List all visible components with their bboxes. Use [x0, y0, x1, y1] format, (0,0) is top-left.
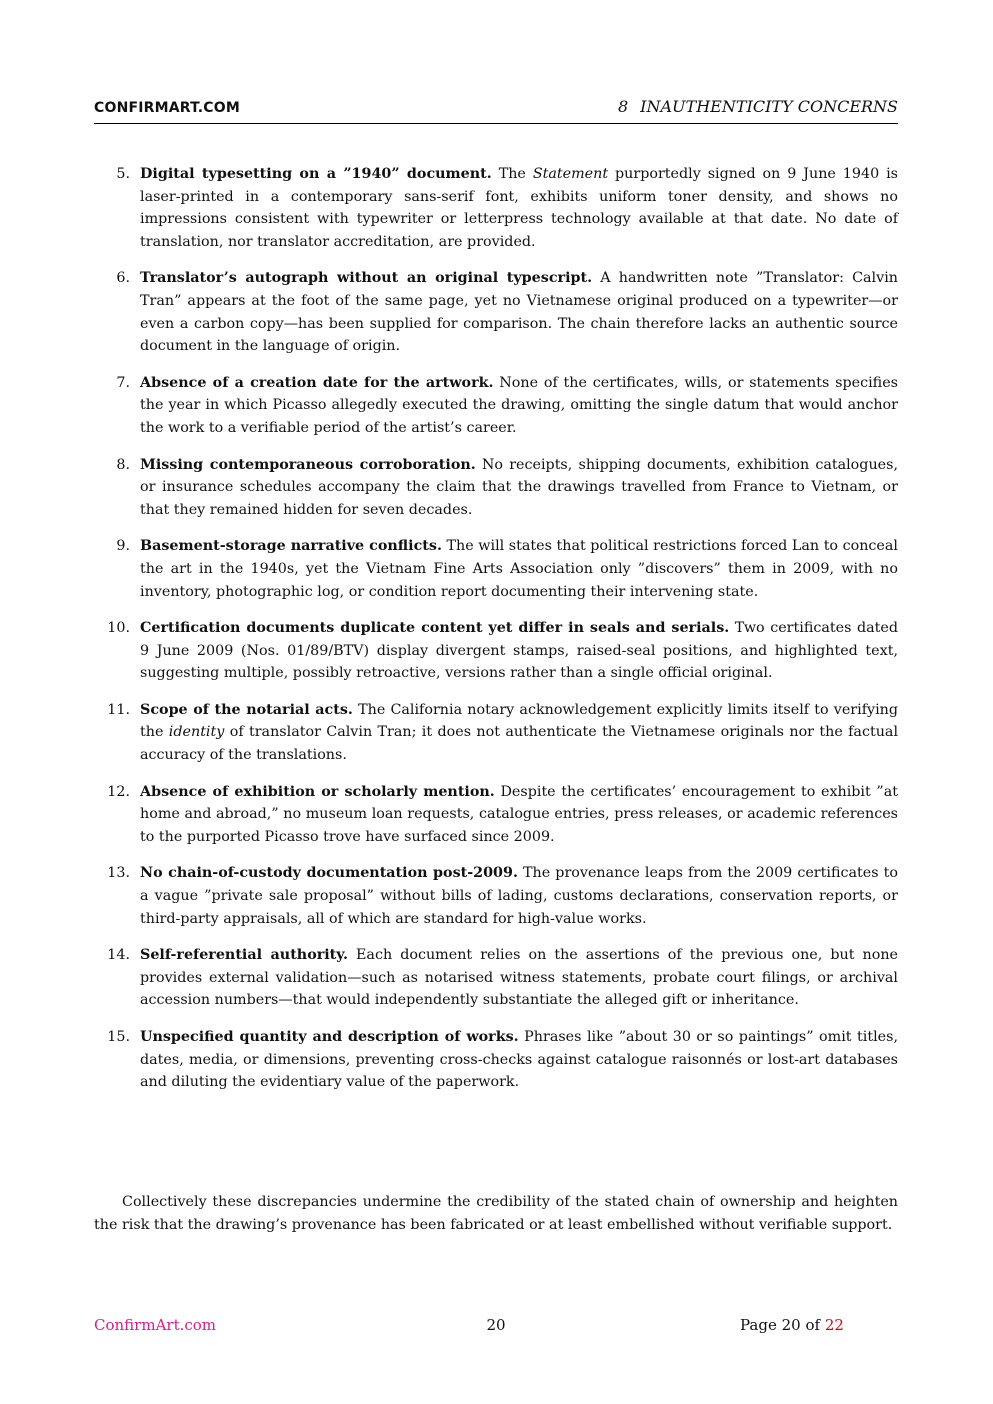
- item-number: 10.: [107, 620, 130, 637]
- footer-site-link[interactable]: ConfirmArt.com: [94, 1316, 217, 1334]
- list-item: [94, 372, 898, 440]
- item-heading: Unspecified quantity and description of works.: [140, 1029, 519, 1045]
- section-heading: [618, 97, 898, 117]
- item-number: 7.: [116, 374, 130, 391]
- item-heading: Missing contemporaneous corroboration.: [140, 456, 476, 473]
- list-item: [94, 1026, 898, 1094]
- item-number: 6.: [116, 270, 130, 287]
- item-text: Despite the certificates’ encouragement to exhibit ”at home and abroad,” no museum loan requests, catalogue entries, press releases, or academic references to the purported Picasso trove have surfaced since 2009.: [140, 783, 899, 845]
- item-number: 15.: [107, 1029, 130, 1045]
- item-number: 13.: [107, 865, 130, 882]
- footer-page-indicator: [740, 1316, 844, 1334]
- item-text: The provenance leaps from the 2009 certificates to a vague ”private sale proposal” without bills of lading, customs declarations, conservation reports, or third-party appraisals, all of which are standard for high-value works.: [140, 865, 898, 927]
- item-text: Each document relies on the assertions of the previous one, but none provides external validation—such as notarised witness statements, probate court filings, or archival accession numbers—that would independently substantiate the alleged gift or inheritance.: [140, 947, 898, 1009]
- item-text: Two certificates dated 9 June 2009 (Nos. 01/89/BTV) display divergent stamps, raised-seal positions, and highlighted text, suggesting multiple, possibly retroactive, versions rather than a single official original.: [140, 620, 899, 682]
- item-emphasis: Statement: [532, 166, 609, 182]
- list-item: [94, 454, 898, 522]
- item-text: Phrases like ”about 30 or so paintings” omit titles, dates, media, or dimensions, preventing cross-checks against catalogue raisonnés or lost-art databases and diluting the evidentiary value of the paperwork.: [140, 1029, 899, 1091]
- list-item: [94, 781, 898, 849]
- item-heading: Digital typesetting on a ”1940” document.: [140, 166, 492, 182]
- item-text: The California notary acknowledgement explicitly limits itself to verifying the identity of translator Calvin Tran; it does not authenticate the Vietnamese originals nor the factual accuracy of the translations.: [140, 701, 899, 764]
- item-heading: Absence of a creation date for the artwork.: [140, 374, 494, 391]
- item-heading: Translator’s autograph without an original typescript.: [140, 270, 593, 287]
- item-heading: Basement-storage narrative conflicts.: [140, 538, 442, 555]
- footer-page-label: Page 20 of: [740, 1316, 821, 1334]
- list-item: [94, 163, 898, 253]
- section-title: INAUTHENTICITY CONCERNS: [640, 97, 898, 116]
- item-text: No receipts, shipping documents, exhibition catalogues, or insurance schedules accompany the claim that the drawings travelled from France to Vietnam, or that they remained hidden for seven decades.: [140, 456, 898, 518]
- item-heading: Scope of the notarial acts.: [140, 701, 353, 718]
- running-header: [94, 97, 898, 124]
- section-number: 8: [617, 97, 629, 116]
- item-heading: Self-referential authority.: [140, 947, 348, 964]
- item-number: 8.: [116, 456, 130, 473]
- item-text: The will states that political restrictions forced Lan to conceal the art in the 1940s, yet the Vietnam Fine Arts Association only ”discovers” them in 2009, with no inventory, photographic log, or condition report documenting their intervening state.: [140, 538, 898, 600]
- item-heading: Certification documents duplicate content yet differ in seals and serials.: [140, 620, 730, 637]
- item-emphasis: identity: [168, 724, 225, 741]
- item-text: A handwritten note ”Translator: Calvin Tran” appears at the foot of the same page, yet no Vietnamese original produced on a typewriter—or even a carbon copy—has been supplied for comparison. The chain therefore lacks an authentic source document in the language of origin.: [140, 270, 898, 355]
- item-number: 5.: [116, 166, 130, 182]
- list-item: [94, 267, 898, 357]
- footer-total-pages-link[interactable]: 22: [824, 1316, 844, 1334]
- item-text: None of the certificates, wills, or statements specifies the year in which Picasso allegedly executed the drawing, omitting the single datum that would anchor the work to a verifiable period of the artist’s career.: [140, 374, 898, 436]
- brand-logo: CONFIRMART.COM: [94, 100, 241, 116]
- list-item: [94, 535, 898, 603]
- list-item: [94, 944, 898, 1012]
- item-number: 11.: [107, 701, 130, 718]
- item-heading: Absence of exhibition or scholarly mention.: [140, 783, 495, 800]
- footer-page-number: 20: [486, 1316, 506, 1334]
- list-item: [94, 699, 898, 767]
- item-heading: No chain-of-custody documentation post-2009.: [140, 865, 518, 882]
- list-item: [94, 862, 898, 930]
- item-number: 12.: [107, 783, 130, 800]
- summary-paragraph: Collectively these discrepancies undermine the credibility of the stated chain of ownership and heighten the risk that the drawing’s provenance has been fabricated or at least embellished without verifiable support.: [94, 1194, 898, 1233]
- item-text: The Statement purportedly signed on 9 June 1940 is laser-printed in a contemporary sans-serif font, exhibits uniform toner density, and shows no impressions consistent with typewriter or letterpress technology available at that date. No date of translation, nor translator accreditation, are provided.: [140, 166, 899, 250]
- item-number: 14.: [107, 947, 130, 964]
- item-number: 9.: [116, 538, 130, 555]
- list-item: [94, 617, 898, 685]
- concern-list: [94, 163, 898, 1108]
